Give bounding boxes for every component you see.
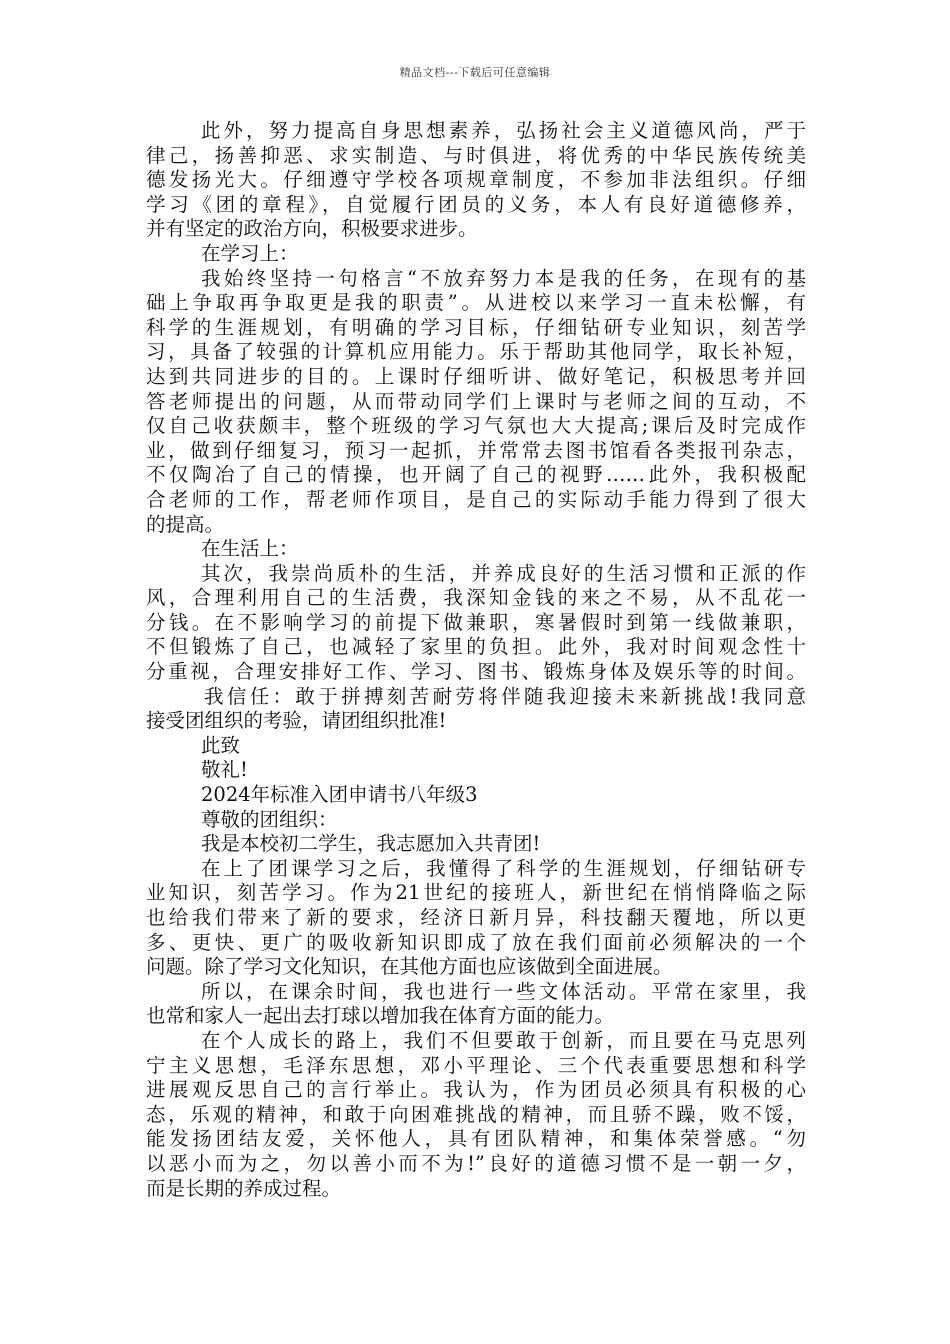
text-line: 学习《团的章程》，自觉履行团员的义务，本人有良好道德修养，	[146, 192, 806, 216]
text-line: 风，合理利用自己的生活费，我深知金钱的来之不易，从不乱花一	[146, 586, 806, 610]
text-line: 答老师提出的问题，从而带动同学们上课时与老师之间的互动，不	[146, 389, 806, 413]
text-line: 并有坚定的政治方向，积极要求进步。	[146, 217, 478, 241]
text-line: 我信任：敢于拼搏刻苦耐劳将伴随我迎接未来新挑战!我同意	[204, 684, 806, 708]
text-line: 接受团组织的考验，请团组织批准!	[146, 709, 447, 733]
text-line: 业，做到仔细复习，预习一起抓，并常常去图书馆看各类报刊杂志，	[146, 438, 806, 462]
text-line: 在生活上：	[201, 537, 299, 561]
text-line: 科学的生涯规划，有明确的学习目标，仔细钻研专业知识，刻苦学	[146, 315, 806, 339]
text-line: 德发扬光大。仔细遵守学校各项规章制度，不参加非法组织。仔细	[146, 168, 806, 192]
text-line: 我始终坚持一句格言“不放弃努力本是我的任务，在现有的基	[201, 266, 806, 290]
text-line: 2024年标准入团申请书八年级3	[201, 783, 478, 807]
text-line: 其次，我崇尚质朴的生活，并养成良好的生活习惯和正派的作	[201, 561, 806, 585]
text-line: 达到共同进步的目的。上课时仔细听讲、做好笔记，积极思考并回	[146, 364, 806, 388]
text-line: 也给我们带来了新的要求，经济日新月异，科技翻天覆地，所以更	[146, 906, 806, 929]
text-line: 分重视，合理安排好工作、学习、图书、锻炼身体及娱乐等的时间。	[146, 660, 806, 684]
text-line: 多、更快、更广的吸收新知识即成了放在我们面前必须解决的一个	[146, 930, 806, 954]
text-line: 不仅陶冶了自己的情操，也开阔了自己的视野……此外，我积极配	[146, 463, 806, 487]
text-line: 在学习上：	[201, 241, 299, 265]
text-line: 问题。除了学习文化知识，在其他方面也应该做到全面进展。	[146, 955, 673, 979]
text-line: 态，乐观的精神，和敢于向困难挑战的精神，而且骄不躁，败不馁，	[146, 1102, 806, 1126]
text-line: 不但锻炼了自己，也减轻了家里的负担。此外，我对时间观念性十	[146, 635, 806, 659]
text-line: 我是本校初二学生，我志愿加入共青团!	[201, 832, 541, 856]
text-line: 律己，扬善抑恶、求实制造、与时俱进，将优秀的中华民族传统美	[146, 143, 806, 167]
text-line: 宁主义思想，毛泽东思想，邓小平理论、三个代表重要思想和科学	[146, 1053, 806, 1077]
text-line: 业知识，刻苦学习。作为21世纪的接班人，新世纪在悄悄降临之际	[146, 881, 806, 905]
text-line: 此致	[201, 733, 241, 757]
text-line: 习，具备了较强的计算机应用能力。乐于帮助其他同学，取长补短，	[146, 340, 806, 364]
text-line: 的提高。	[146, 512, 225, 536]
text-line: 础上争取再争取更是我的职责”。从进校以来学习一直未松懈，有	[146, 291, 806, 315]
text-line: 在上了团课学习之后，我懂得了科学的生涯规划，仔细钻研专	[201, 856, 806, 880]
text-line: 而是长期的养成过程。	[146, 1176, 342, 1200]
text-line: 进展观反思自己的言行举止。我认为，作为团员必须具有积极的心	[146, 1078, 806, 1102]
document-body	[146, 119, 806, 1201]
text-line: 分钱。在不影响学习的前提下做兼职，寒暑假时到第一线做兼职，	[146, 610, 806, 634]
text-line: 尊敬的团组织：	[201, 807, 338, 831]
text-line: 敬礼!	[201, 758, 248, 782]
text-line: 所以，在课余时间，我也进行一些文体活动。平常在家里，我	[201, 979, 806, 1003]
text-line: 能发扬团结友爱，关怀他人，具有团队精神，和集体荣誉感。“勿	[146, 1127, 806, 1151]
text-line: 以恶小而为之，勿以善小而不为!”良好的道德习惯不是一朝一夕，	[146, 1151, 806, 1175]
page-header: 精品文档---下载后可任意编辑	[399, 66, 551, 79]
text-line: 仅自己收获颇丰，整个班级的学习气氛也大大提高;课后及时完成作	[146, 414, 806, 438]
text-line: 在个人成长的路上，我们不但要敢于创新，而且要在马克思列	[201, 1028, 806, 1052]
text-line: 此外，努力提高自身思想素养，弘扬社会主义道德风尚，严于	[201, 119, 806, 142]
text-line: 合老师的工作，帮老师作项目，是自己的实际动手能力得到了很大	[146, 487, 806, 511]
text-line: 也常和家人一起出去打球以增加我在体育方面的能力。	[146, 1004, 615, 1028]
